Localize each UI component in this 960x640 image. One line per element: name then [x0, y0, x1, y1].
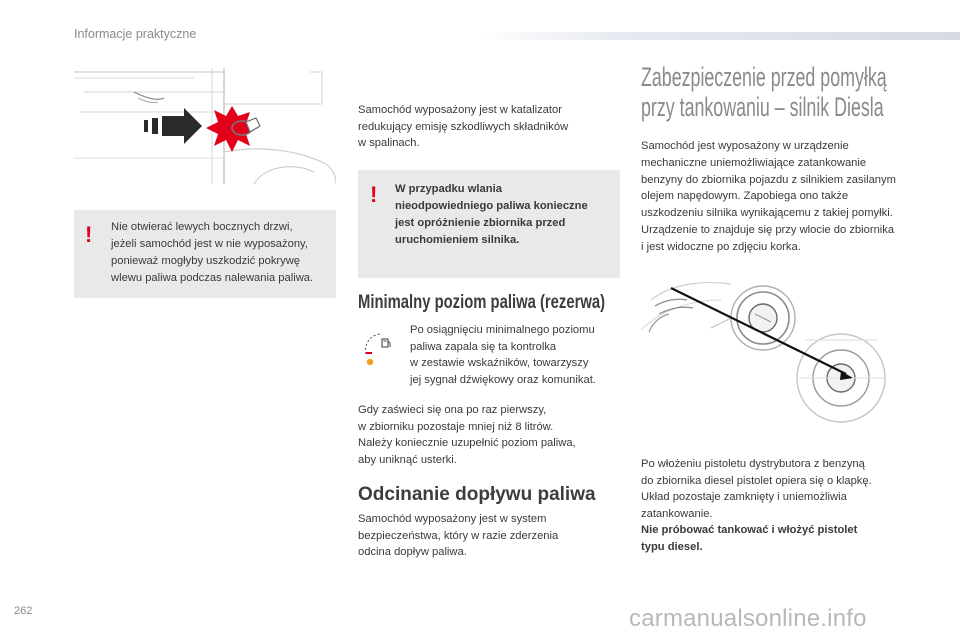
warning-icon: !: [370, 182, 378, 207]
reserve-heading: Minimalny poziom paliwa (rezerwa): [358, 292, 606, 313]
cutoff-text: Samochód wyposażony jest w system bezpieczeństwa, który w razie zderzenia odcina dopływ paliwa.: [358, 513, 559, 558]
warning-icon: !: [85, 222, 93, 247]
reserve-detail-text: Gdy zaświeci się ona po raz pierwszy, w zbiorniku pozostaje mniej niż 8 litrów. Należy koniecznie uzupełnić poziom paliwa, aby uniknąć usterki.: [358, 404, 576, 466]
left-warning-box: [74, 210, 336, 298]
section-title: Informacje praktyczne: [74, 27, 197, 41]
misfuel-heading: Zabezpieczenie przed pomyłką przy tankowaniu – silnik Diesla: [641, 62, 887, 122]
diesel-filler-illustration: [641, 270, 903, 432]
header-bar: [478, 32, 960, 40]
misfuel-after-text: Po włożeniu pistoletu dystrybutora z benzyną do zbiornika diesel pistolet opiera się o klapkę. Układ pozostaje zamknięty i uniemożliwia zatankowanie.: [641, 458, 872, 520]
misfuel-bold-note: Nie próbować tankować i włożyć pistolet typu diesel.: [641, 524, 858, 553]
page-number: 262: [14, 605, 33, 617]
watermark: carmanualsonline.info: [629, 605, 867, 632]
door-fuel-flap-illustration: [74, 68, 336, 184]
misfuel-intro-text: Samochód jest wyposażony w urządzenie mechaniczne uniemożliwiające zatankowanie benzyny do zbiornika pojazdu z silnikiem zasilanym olejem napędowym. Zapobiega ono także uszkodzeniu silnika wynikającemu z takiej pomyłki. Urządzenie to znajduje się przy wlocie do zbiornika i jest widoczne po zdjęciu korka.: [641, 140, 896, 253]
fuel-gauge-icon: [362, 326, 398, 368]
reserve-text: Po osiągnięciu minimalnego poziomu paliwa zapala się ta kontrolka w zestawie wskaźników, towarzyszy jej sygnał dźwiękowy oraz komunikat.: [410, 324, 596, 386]
left-warning-text: Nie otwierać lewych bocznych drzwi, jeżeli samochód jest w nie wyposażony, ponieważ mogłyby uszkodzić pokrywę wlewu paliwa podczas nalewania paliwa.: [111, 221, 314, 284]
middle-warning-box: [358, 170, 620, 278]
catalyst-text: Samochód wyposażony jest w katalizator redukujący emisję szkodliwych składników w spalinach.: [358, 104, 569, 149]
middle-warning-text: W przypadku wlania nieodpowiedniego paliwa konieczne jest opróżnienie zbiornika przed uruchomieniem silnika.: [395, 183, 588, 246]
cutoff-heading: Odcinanie dopływu paliwa: [358, 484, 596, 505]
